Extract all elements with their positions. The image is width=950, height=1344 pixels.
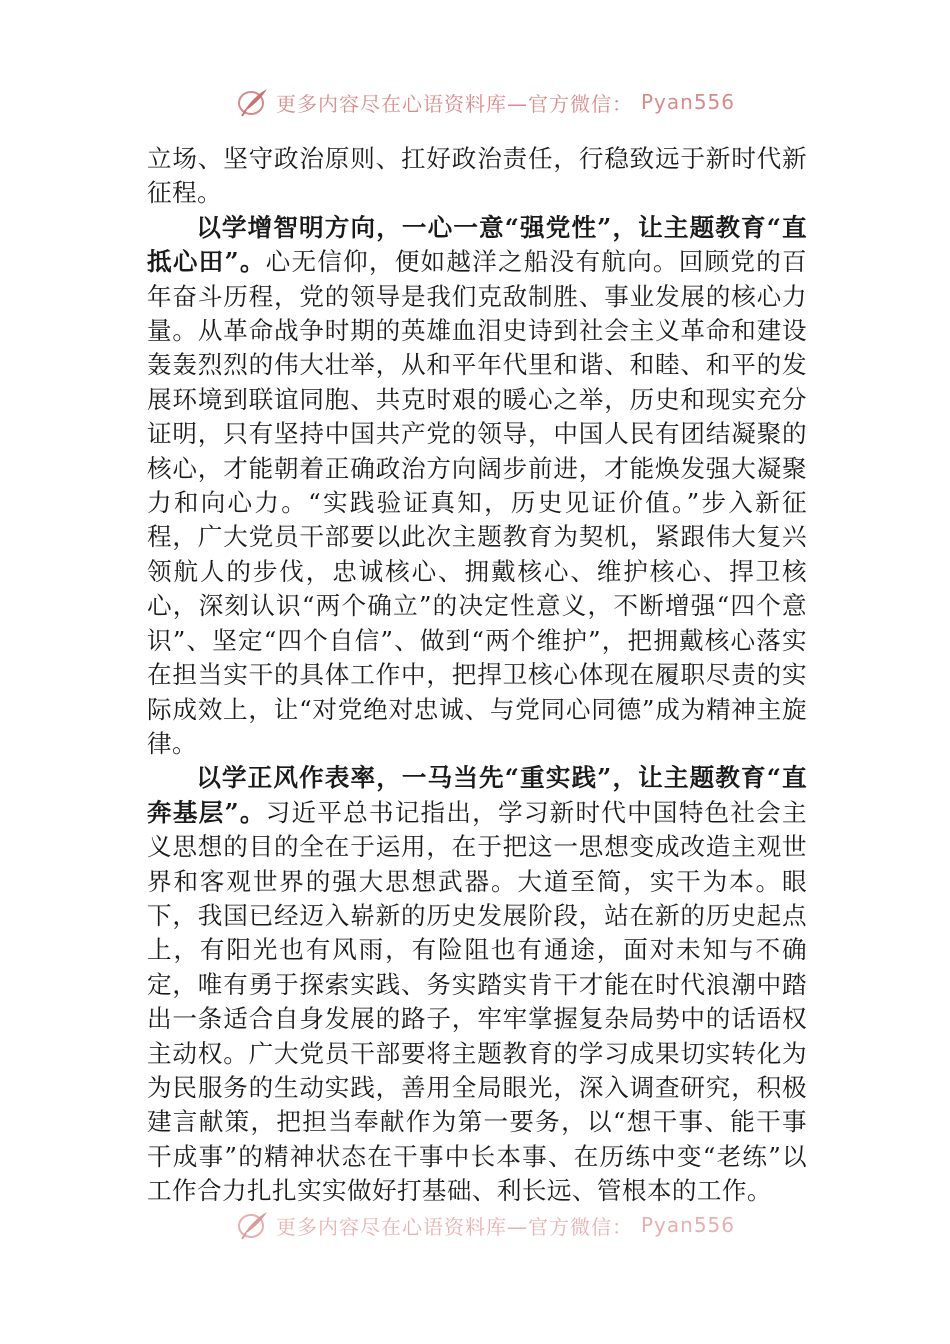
paragraph-practice	[147, 761, 807, 1208]
paragraph-body: 心无信仰，便如越洋之船没有航向。回顾党的百年奋斗历程，党的领导是我们克敌制胜、事业发展的核心力量。从革命战争时期的英雄血泪史诗到社会主义革命和建设轰轰烈烈的伟大壮举，从和平年代里和谐、和睦、和平的发展环境到联谊同胞、共克时艰的暖心之举，历史和现实充分证明，只有坚持中国共产党的领导，中国人民有团结凝聚的核心，才能朝着正确政治方向阔步前进，才能焕发强大凝聚力和向心力。“实践验证真知，历史见证价值。”步入新征程，广大党员干部要以此次主题教育为契机，紧跟伟大复兴领航人的步伐，忠诚核心、拥戴核心、维护核心、捍卫核心，深刻认识“两个确立”的决定性意义，不断增强“四个意识”、坚定“四个自信”、做到“两个维护”，把拥戴核心落实在担当实干的具体工作中，把捍卫核心体现在履职尽责的实际成效上，让“对党绝对忠诚、与党同心同德”成为精神主旋律。	[147, 247, 807, 758]
paragraph-party-spirit	[147, 211, 807, 762]
paragraph-body: 习近平总书记指出，学习新时代中国特色社会主义思想的目的全在于运用，在于把这一思想变成改造主观世界和客观世界的强大思想武器。大道至简，实干为本。眼下，我国已经迈入崭新的历史发展阶段，站在新的历史起点上，有阳光也有风雨，有险阻也有通途，面对未知与不确定，唯有勇于探索实践、务实踏实肯干才能在时代浪潮中踏出一条适合自身发展的路子，牢牢掌握复杂局势中的话语权主动权。广大党员干部要将主题教育的学习成果切实转化为为民服务的生动实践，善用全局眼光，深入调查研究，积极建言献策，把担当奉献作为第一要务，以“想干事、能干事干成事”的精神状态在干事中长本事、在历练中变“老练”以工作合力扎扎实实做好打基础、利长远、管根本的工作。	[147, 797, 807, 1206]
header-watermark	[236, 82, 735, 122]
paragraph-continuation	[147, 142, 807, 211]
quill-logo-icon	[236, 1208, 270, 1242]
paragraph-body: 立场、坚守政治原则、扛好政治责任，行稳致远于新时代新征程。	[147, 144, 807, 208]
watermark-text: 更多内容尽在心语资料库—官方微信：	[276, 91, 633, 116]
document-body	[147, 142, 807, 1209]
paragraph-lead: 以学正风作表率，一马当先“重实践”，让主题教育“直奔基层”。	[147, 763, 807, 827]
quill-logo-icon	[236, 85, 270, 119]
footer-watermark	[236, 1205, 735, 1245]
paragraph-lead: 以学增智明方向，一心一意“强党性”，让主题教育“直抵心田”。	[147, 212, 807, 277]
watermark-handle: Pyan556	[641, 1213, 736, 1237]
watermark-handle: Pyan556	[641, 90, 736, 114]
watermark-text: 更多内容尽在心语资料库—官方微信：	[276, 1214, 633, 1239]
